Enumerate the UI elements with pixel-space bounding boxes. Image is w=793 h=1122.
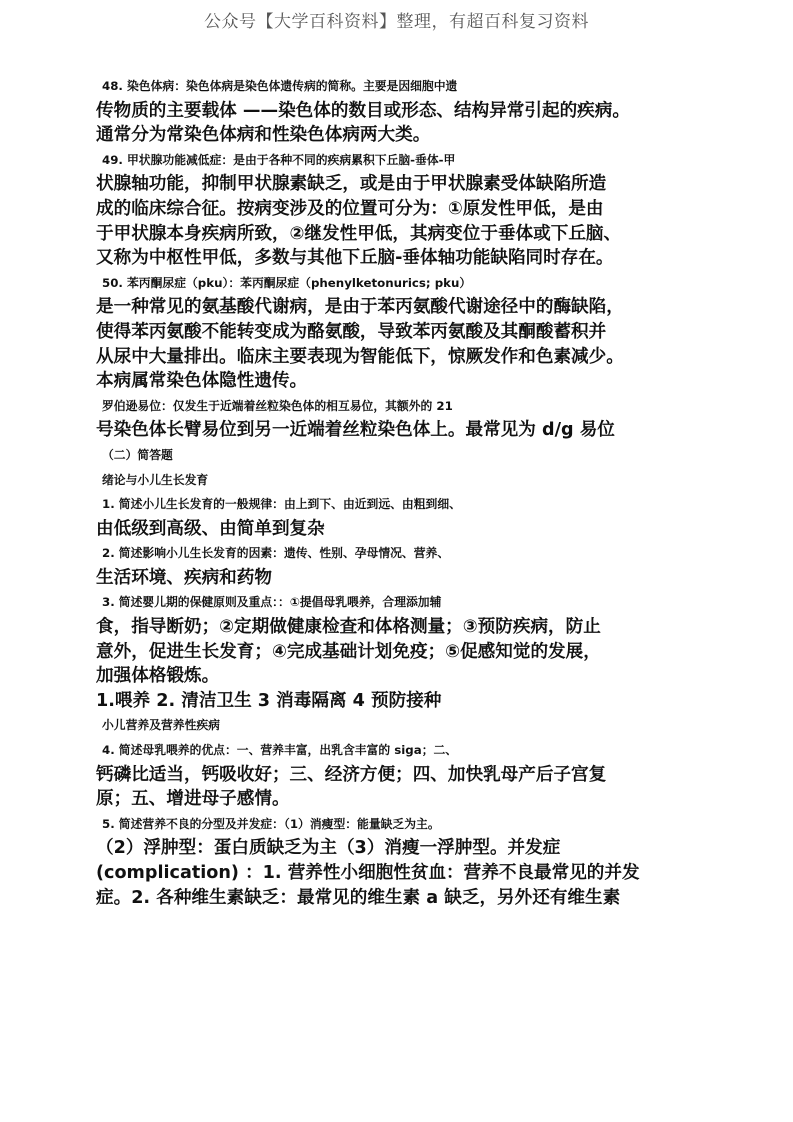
text-line: 本病属常染色体隐性遗传。 [96, 371, 308, 392]
text-line: 1.喂养 2. 清洁卫生 3 消毒隔离 4 预防接种 [96, 690, 442, 711]
text-line: 生活环境、疾病和药物 [96, 567, 272, 588]
text-line: 症。2. 各种维生素缺乏：最常见的维生素 a 缺乏，另外还有维生素 [96, 887, 621, 908]
text-line: 传物质的主要载体 ——染色体的数目或形态、结构异常引起的疾病。 [96, 100, 630, 121]
text-line: 绪论与小儿生长发育 [102, 472, 209, 487]
text-line: （二）简答题 [102, 447, 173, 462]
text-line: 原；五、增进母子感情。 [96, 789, 290, 810]
text-line: （2）浮肿型：蛋白质缺乏为主（3）消瘦一浮肿型。并发症 [96, 838, 561, 859]
text-line: 意外，促进生长发育；④完成基础计划免疫；⑤促感知觉的发展， [96, 641, 601, 662]
text-line: 又称为中枢性甲低，多数与其他下丘脑-垂体轴功能缺陷同时存在。 [96, 248, 614, 269]
text-line: 3. 简述婴儿期的保健原则及重点：：①提倡母乳喂养，合理添加辅 [102, 595, 442, 610]
text-line: 4. 简述母乳喂养的优点：一、营养丰富，出乳含丰富的 siga；二、 [102, 743, 458, 758]
text-line: (complication) ：1. 营养性小细胞性贫血：营养不良最常见的并发 [96, 863, 640, 883]
text-line: 1. 简述小儿生长发育的一般规律：由上到下、由近到远、由粗到细、 [102, 497, 461, 512]
text-line: 号染色体长臂易位到另一近端着丝粒染色体上。最常见为 d/g 易位 [96, 420, 615, 441]
text-line: 49. 甲状腺功能减低症：是由于各种不同的疾病累积下丘脑-垂体-甲 [102, 152, 456, 167]
text-line: 加强体格锻炼。 [96, 666, 220, 687]
text-line: 由低级到高级、由简单到复杂 [96, 518, 325, 539]
text-line: 通常分为常染色体病和性染色体病两大类。 [96, 125, 431, 146]
text-line: 钙磷比适当，钙吸收好；三、经济方便；四、加快乳母产后子宫复 [96, 764, 607, 785]
text-line: 5. 简述营养不良的分型及并发症：（1）消瘦型：能量缺乏为主。 [102, 816, 440, 831]
text-line: 是一种常见的氨基酸代谢病，是由于苯丙氨酸代谢途径中的酶缺陷， [96, 297, 624, 318]
text-line: 小儿营养及营养性疾病 [102, 718, 220, 733]
text-line: 从尿中大量排出。临床主要表现为智能低下，惊厥发作和色素减少。 [96, 346, 624, 367]
document-body [96, 74, 706, 910]
text-line: 2. 简述影响小儿生长发育的因素：遗传、性别、孕母情况、营养、 [102, 546, 450, 561]
text-line: 50. 苯丙酮尿症（pku）：苯丙酮尿症（phenylketonurics; pku） [102, 275, 472, 290]
text-line: 成的临床综合征。按病变涉及的位置可分为：①原发性甲低，是由 [96, 198, 604, 219]
page-header: 公众号【大学百科资料】整理，有超百科复习资料 [204, 12, 589, 32]
text-line: 使得苯丙氨酸不能转变成为酪氨酸，导致苯丙氨酸及其酮酸蓄积并 [96, 321, 607, 342]
text-line: 食，指导断奶；②定期做健康检查和体格测量；③预防疾病，防止 [96, 617, 601, 638]
text-line: 罗伯逊易位：仅发生于近端着丝粒染色体的相互易位，其额外的 21 [102, 398, 453, 413]
text-line: 状腺轴功能，抑制甲状腺素缺乏，或是由于甲状腺素受体缺陷所造 [96, 174, 607, 195]
text-line: 48. 染色体病：染色体病是染色体遗传病的简称。主要是因细胞中遗 [102, 79, 458, 93]
text-line: 于甲状腺本身疾病所致，②继发性甲低，其病变位于垂体或下丘脑、 [96, 223, 622, 244]
